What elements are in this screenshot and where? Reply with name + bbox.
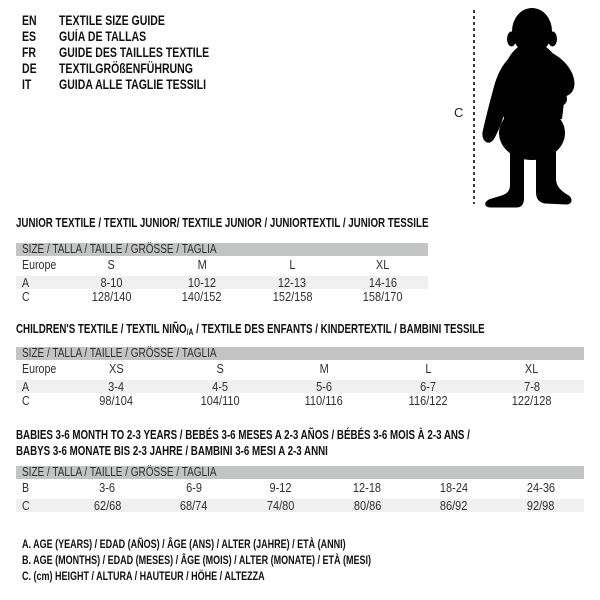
- table-cell: 12-18: [353, 481, 382, 495]
- table-cell: 14-16: [368, 276, 397, 290]
- table-cell: XL: [376, 258, 390, 272]
- language-code: ES: [22, 29, 37, 44]
- table-row-europe: [16, 362, 584, 378]
- size-header-bar: [16, 243, 428, 256]
- legend-line-c: C. (cm) HEIGHT / ALTURA / HAUTEUR / HÖHE / ALTEZZA: [22, 569, 265, 583]
- children-size-table: [16, 347, 584, 410]
- table-cell: 98/104: [99, 394, 133, 408]
- table-cell: 5-6: [316, 380, 332, 394]
- row-label: Europe: [22, 258, 57, 272]
- guide-title-es: GUÍA DE TALLAS: [59, 29, 147, 44]
- table-cell: 74/80: [266, 499, 295, 513]
- row-label: C: [22, 290, 30, 304]
- row-label: A: [22, 380, 30, 394]
- table-cell: 140/152: [181, 290, 222, 304]
- table-cell: 8-10: [100, 276, 123, 290]
- row-label: A: [22, 276, 30, 290]
- size-header-text: SIZE / TALLA / TAILLE / GRÖSSE / TAGLIA: [22, 465, 217, 479]
- table-cell: 6-7: [420, 380, 436, 394]
- table-cell: 3-6: [99, 481, 116, 495]
- size-header-bar: [16, 466, 584, 479]
- row-label: C: [22, 394, 30, 408]
- language-row-en: [22, 13, 252, 29]
- guide-title-de: TEXTILGRÖßENFÜHRUNG: [59, 61, 193, 76]
- table-cell: M: [319, 362, 329, 376]
- table-cell: 18-24: [439, 481, 469, 495]
- table-cell: 86/92: [440, 499, 468, 513]
- table-cell: 6-9: [186, 481, 202, 495]
- children-section-heading-text: CHILDREN'S TEXTILE / TEXTIL $NIÑO_{/A}$ / TEXTILE DES ENFANTS / KINDERTEXTIL / BAMBINI TESSILE: [16, 321, 485, 337]
- size-header-text: SIZE / TALLA / TAILLE / GRÖSSE / TAGLIA: [22, 242, 217, 256]
- table-row-europe: [16, 258, 428, 274]
- table-cell: M: [197, 258, 207, 272]
- babies-heading-line1: BABIES 3-6 MONTH TO 2-3 YEARS / BEBÉS 3-6 MESES A 2-3 AÑOS / BÉBÉS 3-6 MOIS À 2-3 ANS /: [16, 427, 470, 442]
- size-header-text: SIZE / TALLA / TAILLE / GRÖSSE / TAGLIA: [22, 346, 217, 360]
- nino-a-subscript: /A: [186, 327, 194, 337]
- table-cell: 68/74: [180, 499, 208, 513]
- babies-size-table: [16, 466, 584, 513]
- table-row-height-cm: [16, 497, 584, 513]
- table-row-age-years: [16, 274, 428, 290]
- height-measure-dashed-line: [473, 10, 475, 204]
- row-label: C: [22, 499, 30, 513]
- table-cell: 122/128: [512, 394, 552, 408]
- language-row-de: [22, 61, 252, 77]
- table-cell: 158/170: [362, 290, 403, 304]
- table-cell: XS: [108, 362, 124, 376]
- table-row-height-cm: [16, 394, 584, 410]
- row-label: B: [22, 481, 30, 495]
- language-row-it: [22, 77, 252, 93]
- children-section-heading: [16, 321, 600, 341]
- size-header-bar: [16, 347, 584, 360]
- table-cell: S: [107, 258, 115, 272]
- height-measure-label: C: [454, 105, 464, 120]
- table-cell: 116/122: [408, 394, 448, 408]
- row-label: Europe: [22, 362, 57, 376]
- table-cell: 24-36: [526, 481, 555, 495]
- table-cell: 10-12: [187, 276, 216, 290]
- language-row-es: [22, 29, 252, 45]
- table-cell: 110/116: [304, 394, 344, 408]
- table-cell: S: [216, 362, 224, 376]
- table-cell: L: [289, 258, 296, 272]
- language-code: FR: [22, 45, 37, 60]
- language-code: DE: [22, 61, 37, 76]
- table-cell: 80/86: [353, 499, 382, 513]
- guide-title-fr: GUIDE DES TAILLES TEXTILE: [59, 45, 210, 60]
- language-code: IT: [22, 77, 32, 92]
- legend-line-a: A. AGE (YEARS) / EDAD (AÑOS) / ÂGE (ANS) / ALTER (JAHRE) / ETÀ (ANNI): [22, 537, 346, 551]
- table-cell: 92/98: [526, 499, 555, 513]
- table-cell: 7-8: [524, 380, 540, 394]
- guide-title-en: TEXTILE SIZE GUIDE: [59, 13, 165, 28]
- table-cell: XL: [525, 362, 539, 376]
- legend-line-b: B. AGE (MONTHS) / EDAD (MESES) / ÂGE (MOIS) / ALTER (MONATE) / ETÀ (MESI): [22, 553, 371, 567]
- table-cell: 104/110: [200, 394, 240, 408]
- table-cell: L: [424, 362, 432, 376]
- language-title-list: [22, 13, 252, 93]
- table-row-age-months: [16, 481, 584, 497]
- junior-section-heading-text: JUNIOR TEXTILE / TEXTIL JUNIOR/ TEXTILE JUNIOR / JUNIORTEXTIL / JUNIOR TESSILE: [16, 215, 429, 230]
- language-row-fr: [22, 45, 252, 61]
- table-cell: 3-4: [108, 380, 124, 394]
- babies-heading-line2: BABYS 3-6 MONATE BIS 2-3 JAHRE / BAMBINI 3-6 MESI A 2-3 ANNI: [16, 442, 328, 458]
- table-cell: 152/158: [272, 290, 313, 304]
- measurement-legend: [22, 536, 487, 584]
- table-cell: 9-12: [269, 481, 292, 495]
- table-row-age-years: [16, 378, 584, 394]
- table-cell: 62/68: [93, 499, 122, 513]
- table-cell: 12-13: [278, 276, 307, 290]
- language-code: EN: [22, 13, 37, 28]
- babies-section-heading: [16, 427, 600, 458]
- junior-size-table: [16, 243, 428, 306]
- table-cell: 128/140: [91, 290, 132, 304]
- junior-section-heading: [16, 215, 566, 231]
- guide-title-it: GUIDA ALLE TAGLIE TESSILI: [59, 77, 207, 92]
- table-cell: 4-5: [212, 380, 228, 394]
- table-row-height-cm: [16, 290, 428, 306]
- baby-silhouette-image: [478, 5, 578, 210]
